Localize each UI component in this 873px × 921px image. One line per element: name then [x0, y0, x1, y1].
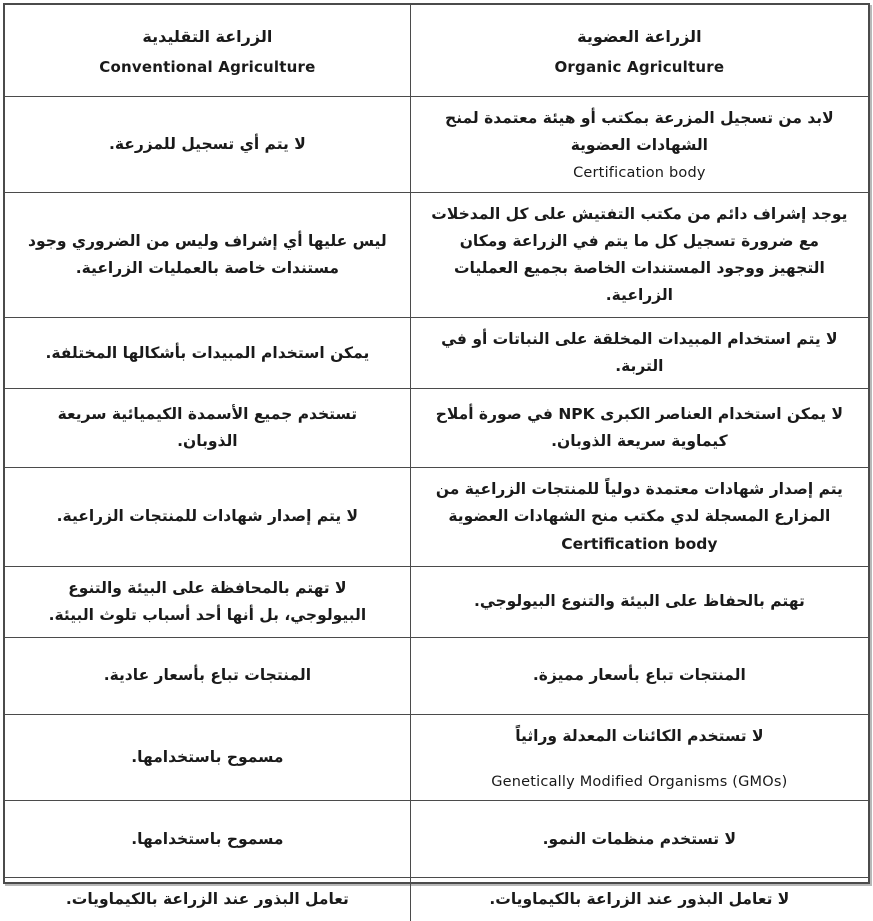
cell-text-arabic: لا تعامل البذور عند الزراعة بالكيماويات. [489, 890, 790, 909]
cell-text-arabic: لا يمكن استخدام العناصر الكبرى NPK في صورة أملاح كيماوية سريعة الذوبان. [435, 405, 844, 451]
table-row [5, 877, 868, 921]
conventional-header-arabic: الزراعة التقليدية [142, 27, 273, 46]
table-row [5, 467, 868, 565]
organic-cell [410, 193, 868, 318]
conventional-cell [5, 97, 410, 192]
organic-cell [410, 389, 868, 467]
cell-text-arabic: لا تستخدم الكائنات المعدلة وراثياً [515, 726, 764, 745]
cell-text-arabic: لا يتم أي تسجيل للمزرعة. [108, 134, 306, 153]
table-row [5, 566, 868, 637]
table-row [5, 714, 868, 800]
table-row [5, 192, 868, 318]
conventional-cell [5, 878, 410, 921]
conventional-cell [5, 193, 410, 318]
table-row [5, 388, 868, 467]
conventional-cell [5, 318, 410, 388]
organic-header-english: Organic Agriculture [554, 58, 725, 76]
cell-text-arabic: لابد من تسجيل المزرعة بمكتب أو هيئة معتمدة لمنح الشهادات العضوية [445, 109, 834, 155]
cell-text-arabic: ليس عليها أي إشراف وليس من الضروري وجود مستندات خاصة بالعمليات الزراعية. [28, 231, 387, 277]
header-cell-conventional [5, 5, 410, 96]
cell-text-arabic: تعامل البذور عند الزراعة بالكيماويات. [65, 890, 349, 909]
organic-cell [410, 567, 868, 637]
cell-text-english: Genetically Modified Organisms (GMOs) [491, 774, 788, 791]
conventional-cell [5, 389, 410, 467]
conventional-cell [5, 567, 410, 637]
organic-cell [410, 801, 868, 877]
conventional-header-english: Conventional Agriculture [99, 58, 316, 76]
cell-text-arabic: تهتم بالحفاظ على البيئة والتنوع البيولوجي. [473, 592, 805, 611]
table-row [5, 637, 868, 714]
cell-text-arabic: لا يتم إصدار شهادات للمنتجات الزراعية. [56, 507, 359, 526]
header-cell-organic [410, 5, 868, 96]
conventional-cell [5, 638, 410, 714]
table-header-row [5, 5, 868, 96]
cell-text-arabic: يوجد إشراف دائم من مكتب التفتيش على كل المدخلات مع ضرورة تسجيل كل ما يتم في الزراعة ومكان التجهيز ووجود المستندات الخاصة بجميع العمليات الزراعية. [431, 204, 848, 304]
comparison-table [3, 3, 870, 909]
cell-text-arabic: مسموح باستخدامها. [131, 829, 284, 848]
organic-cell [410, 468, 868, 565]
conventional-cell [5, 715, 410, 800]
conventional-cell [5, 801, 410, 877]
organic-cell [410, 97, 868, 192]
table-row [5, 800, 868, 877]
organic-header-arabic: الزراعة العضوية [577, 27, 702, 46]
cell-text-arabic: لا يتم استخدام المبيدات المخلقة على النباتات أو في التربة. [441, 330, 838, 376]
organic-cell [410, 878, 868, 921]
cell-text-arabic: يمكن استخدام المبيدات بأشكالها المختلفة. [45, 343, 370, 362]
cell-text-english: Certification body [573, 165, 706, 182]
cell-text-arabic: يتم إصدار شهادات معتمدة دولياً للمنتجات الزراعية من المزارع المسجلة لدي مكتب منح الشهادات العضوية Certification body [435, 480, 843, 553]
table-row [5, 317, 868, 388]
organic-cell [410, 715, 868, 800]
cell-text-arabic: لا تهتم بالمحافظة على البيئة والتنوع البيولوجي، بل أنها أحد أسباب تلوث البيئة. [48, 578, 367, 624]
organic-cell [410, 638, 868, 714]
cell-text-arabic: المنتجات تباع بأسعار عادية. [103, 666, 312, 685]
conventional-cell [5, 468, 410, 565]
cell-text-arabic: مسموح باستخدامها. [131, 748, 284, 767]
cell-text-arabic: تستخدم جميع الأسمدة الكيميائية سريعة الذوبان. [57, 405, 358, 451]
cell-text-arabic: المنتجات تباع بأسعار مميزة. [532, 666, 746, 685]
organic-cell [410, 318, 868, 388]
cell-text-arabic: لا تستخدم منظمات النمو. [542, 829, 737, 848]
table-row [5, 96, 868, 192]
